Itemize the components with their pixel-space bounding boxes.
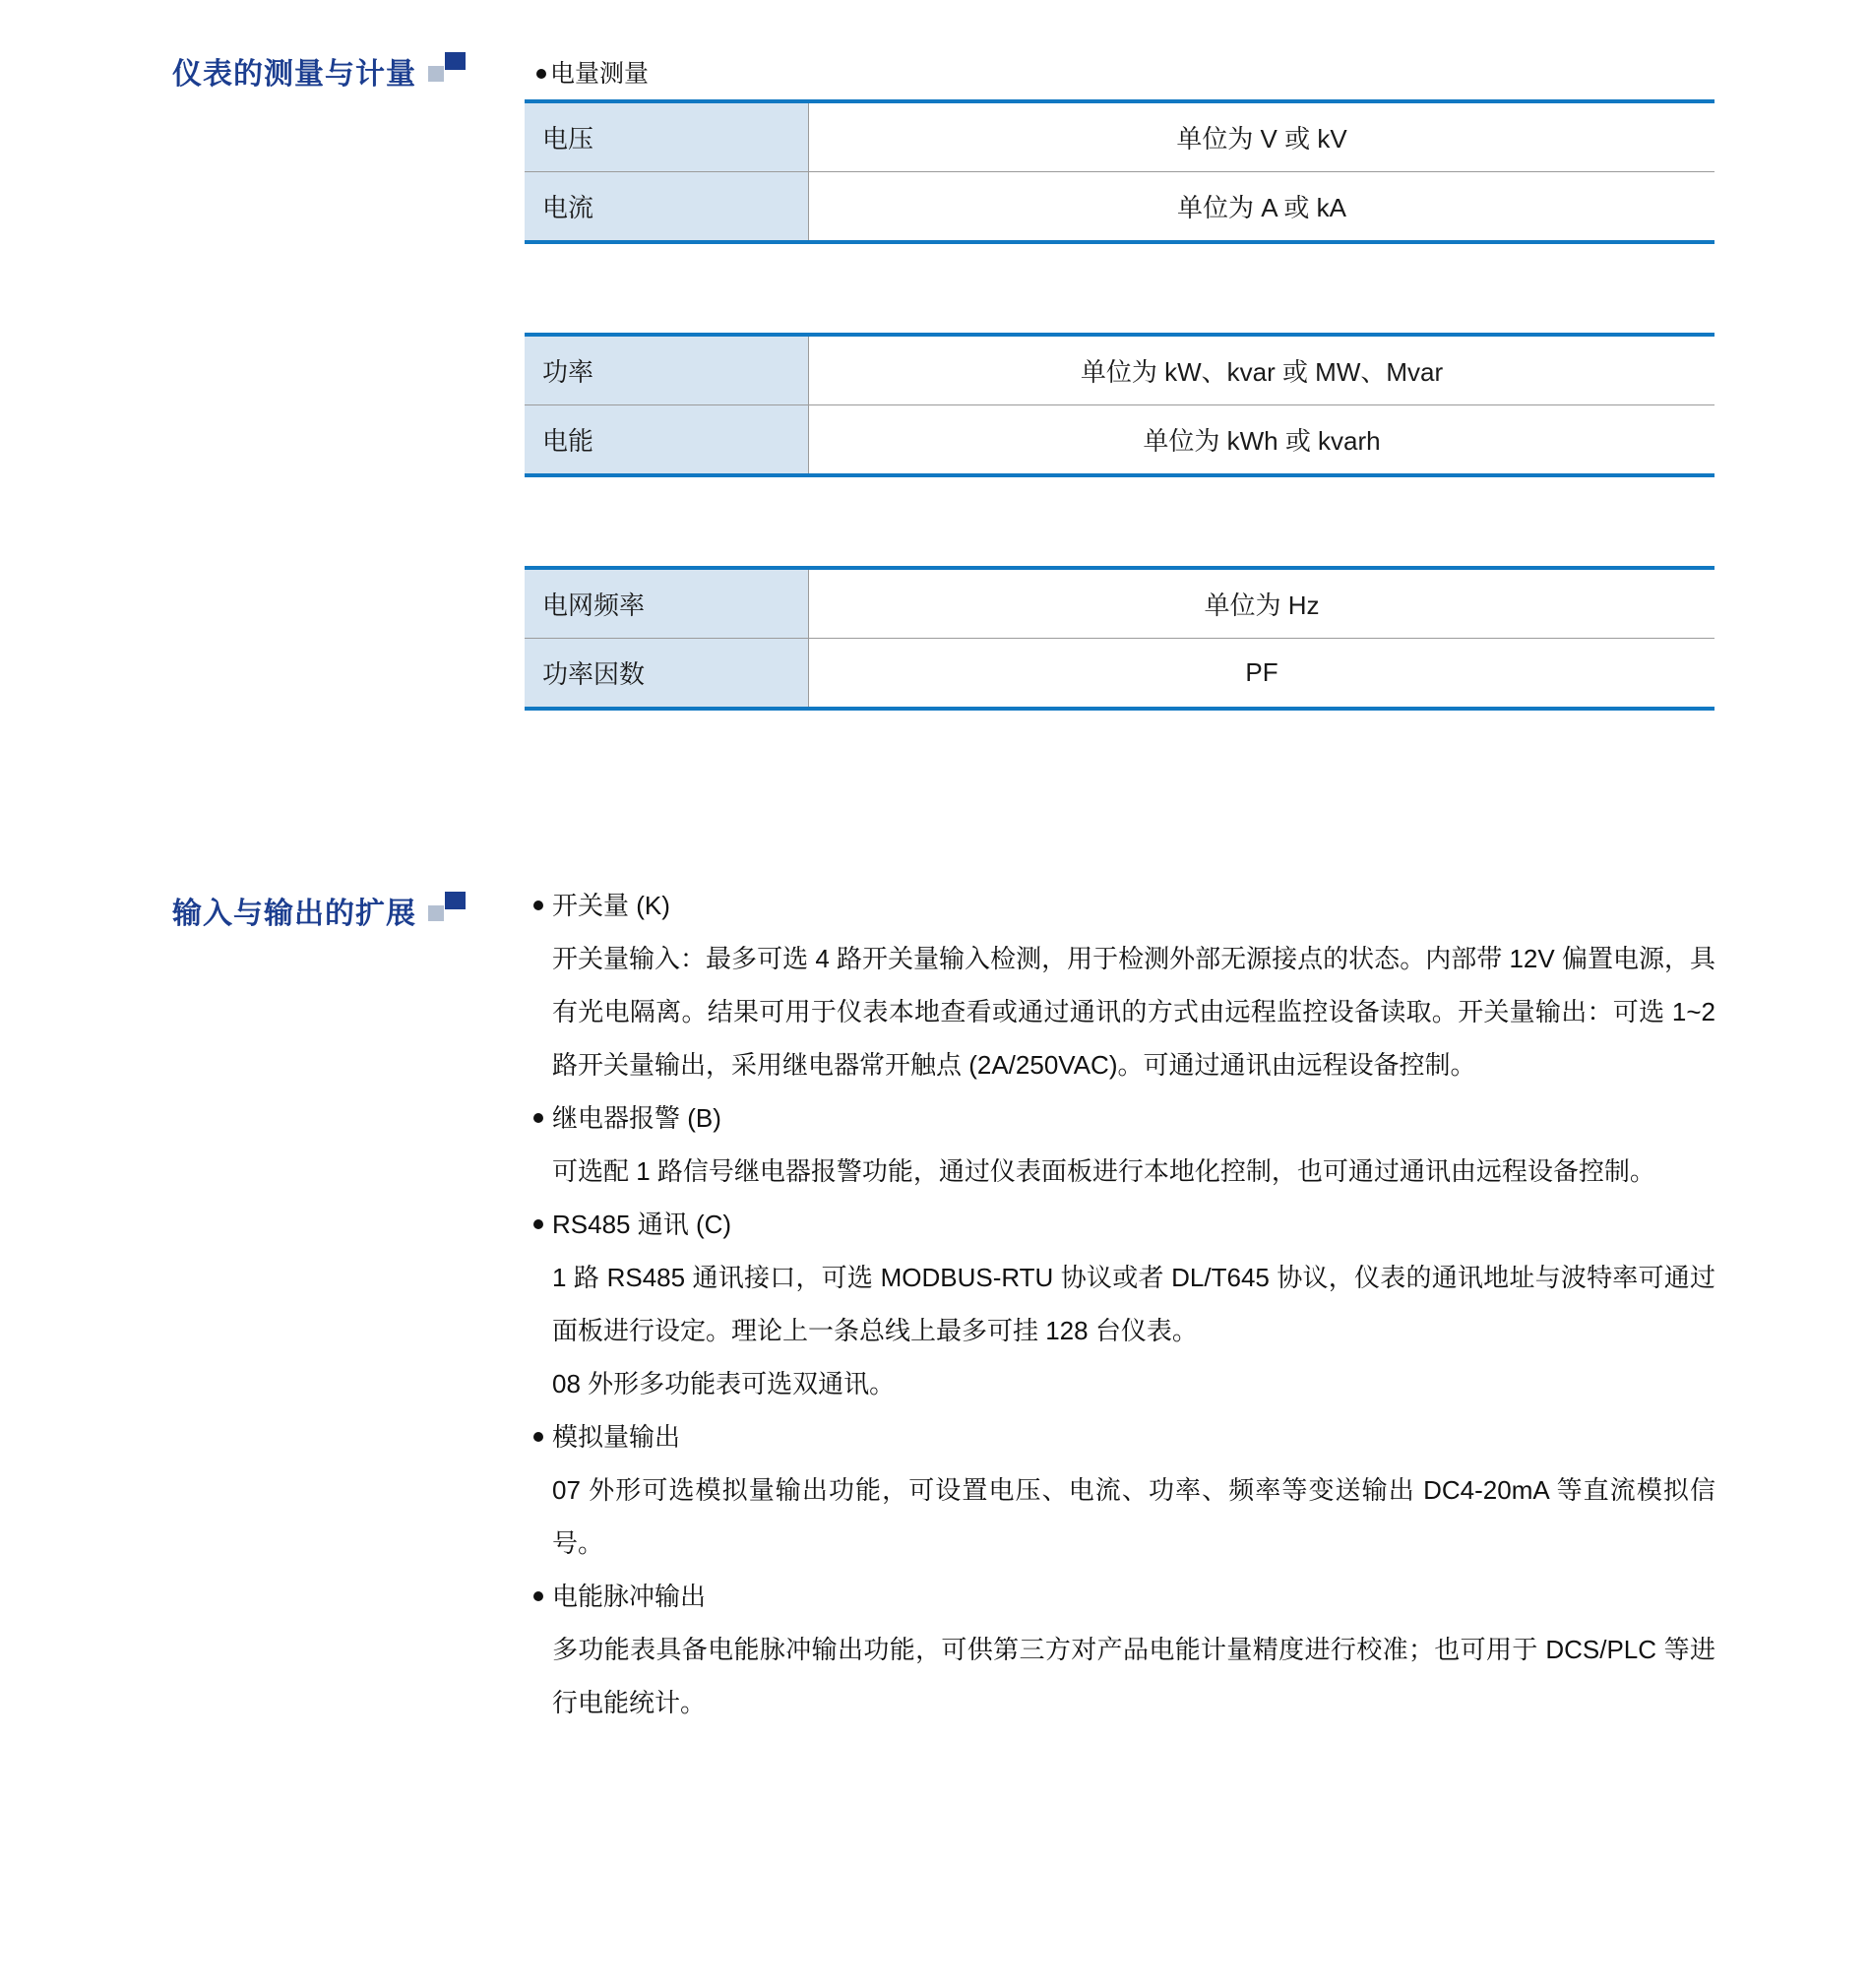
measurement-table-voltage-current	[525, 99, 1714, 244]
io-expansion-list	[525, 879, 1715, 1729]
list-item-paragraph: 08 外形多功能表可选双通讯。	[552, 1369, 896, 1398]
list-item-label-rs485	[525, 1198, 1715, 1251]
section-heading-io-expansion-text: 输入与输出的扩展	[172, 898, 416, 930]
measurement-table-power-energy	[525, 333, 1714, 477]
electrical-measurement-bullet-label: 电量测量	[550, 60, 650, 88]
electrical-measurement-bullet	[536, 57, 649, 91]
table-row	[525, 335, 1714, 405]
list-item-label-relay-alarm	[525, 1091, 1715, 1145]
row-value: 单位为 kW、kvar 或 MW、Mvar	[809, 335, 1715, 405]
row-value: 单位为 A 或 kA	[1177, 193, 1346, 222]
row-header: 电流	[525, 172, 809, 243]
dark-square-icon	[445, 892, 466, 909]
list-item-label-switch-io	[525, 879, 1715, 932]
section-heading-measurement	[172, 49, 466, 93]
table-row	[525, 568, 1714, 639]
dark-square-icon	[445, 52, 466, 70]
row-value: PF	[1245, 657, 1278, 687]
table-row	[525, 172, 1714, 243]
list-item-label-analog-output	[525, 1410, 1715, 1463]
table-row	[525, 405, 1714, 476]
list-item-label-text: 电能脉冲输出	[552, 1582, 707, 1611]
row-header: 功率	[525, 335, 809, 405]
list-item-paragraph: 开关量输入：最多可选 4 路开关量输入检测，用于检测外部无源接点的状态。内部带 12V 偏置电源，具有光电隔离。结果可用于仪表本地查看或通过通讯的方式由远程监控设备读取。开关量输出：可选 1~2 路开关量输出，采用继电器常开触点 (2A/250VAC)。可通过通讯由远程设备控制。	[552, 944, 1715, 1080]
bullet-icon	[533, 1432, 543, 1442]
row-header: 功率因数	[525, 639, 809, 710]
light-square-icon	[428, 66, 444, 82]
section-heading-measurement-text: 仪表的测量与计量	[172, 58, 416, 91]
table-row	[525, 101, 1714, 172]
light-square-icon	[428, 905, 444, 921]
measurement-table-frequency-pf	[525, 566, 1714, 711]
list-item-label-text: 继电器报警 (B)	[552, 1103, 721, 1133]
bullet-icon	[533, 1113, 543, 1123]
row-value: 单位为 V 或 kV	[809, 101, 1715, 172]
list-item-label-text: 模拟量输出	[552, 1422, 681, 1452]
bullet-icon	[533, 1591, 543, 1601]
squares-decoration-icon	[428, 52, 466, 82]
list-item-paragraph: 1 路 RS485 通讯接口，可选 MODBUS-RTU 协议或者 DL/T645 协议，仪表的通讯地址与波特率可通过面板进行设定。理论上一条总线上最多可挂 128 台仪表。	[552, 1263, 1715, 1345]
row-value: 单位为 Hz	[809, 568, 1715, 639]
row-value: 单位为 kWh 或 kvarh	[1143, 426, 1381, 456]
row-header: 电压	[525, 101, 809, 172]
bullet-icon	[533, 1219, 543, 1229]
row-header: 电能	[525, 405, 809, 476]
list-item-paragraph: 多功能表具备电能脉冲输出功能，可供第三方对产品电能计量精度进行校准；也可用于 DCS/PLC 等进行电能统计。	[552, 1635, 1715, 1717]
row-header: 电网频率	[525, 568, 809, 639]
list-item-paragraph: 可选配 1 路信号继电器报警功能，通过仪表面板进行本地化控制，也可通过通讯由远程设备控制。	[552, 1156, 1655, 1186]
section-heading-io-expansion	[172, 889, 466, 932]
bullet-icon	[533, 901, 543, 910]
list-item-label-text: RS485 通讯 (C)	[552, 1210, 732, 1239]
list-item-label-energy-pulse-output	[525, 1570, 1715, 1623]
squares-decoration-icon	[428, 892, 466, 921]
table-row	[525, 639, 1714, 710]
list-item-label-text: 开关量 (K)	[552, 891, 670, 920]
list-item-paragraph: 07 外形可选模拟量输出功能，可设置电压、电流、功率、频率等变送输出 DC4-20mA 等直流模拟信号。	[552, 1475, 1715, 1558]
bullet-icon	[536, 69, 546, 79]
